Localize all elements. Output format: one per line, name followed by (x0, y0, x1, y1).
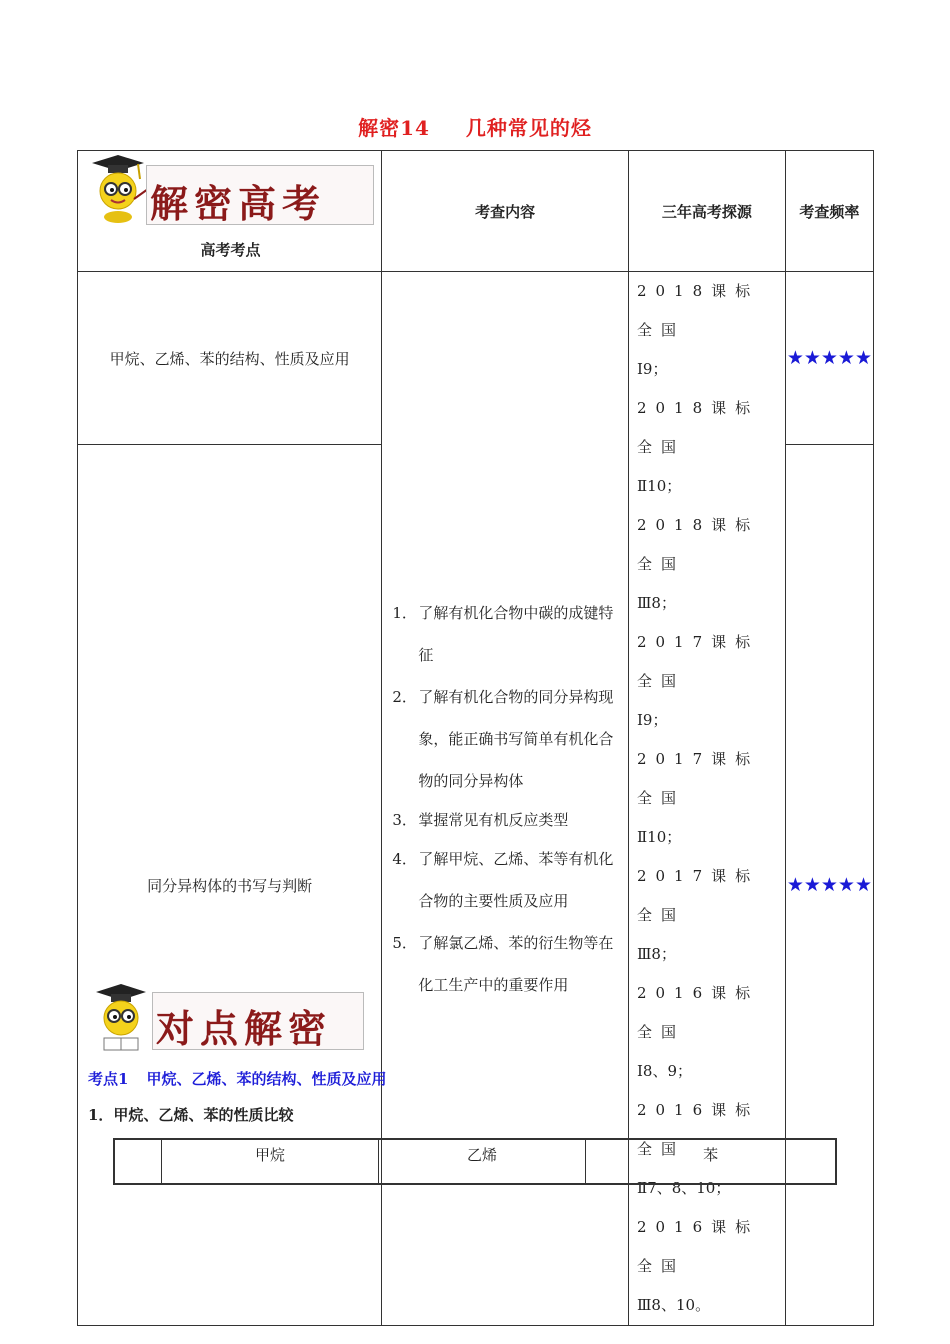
kaodian-label: 考点1 (88, 1070, 129, 1088)
col-header-content: 考查内容 (382, 151, 629, 272)
page-title (0, 112, 950, 141)
source-line: Ⅲ8； (636, 594, 676, 612)
header-cell-points (78, 151, 382, 272)
table-header-row (78, 151, 874, 272)
title-topic: 几种常见的烃 (465, 116, 592, 140)
mascot-graduate-icon (86, 153, 150, 225)
source-line: 2017课标全国 (636, 867, 760, 924)
badge-jiemi-gaokao: 解密高考 (150, 182, 327, 226)
compare-header-blank (114, 1139, 162, 1184)
table-row (78, 272, 874, 445)
comparison-table (113, 1138, 837, 1185)
mascot-reading-icon (90, 982, 152, 1054)
source-line: Ⅰ9； (636, 360, 668, 378)
source-line: 2017课标全国 (636, 750, 760, 807)
kaodian-title: 甲烷、乙烯、苯的结构、性质及应用 (146, 1070, 387, 1088)
compare-header-ethylene: 乙烯 (378, 1139, 585, 1184)
source-line: 2016课标全国 (636, 1218, 760, 1275)
source-line: Ⅰ9； (636, 711, 668, 729)
list-item: 1． 了解有机化合物中碳的成键特征 (392, 603, 614, 664)
source-line: Ⅱ7、8、10； (636, 1179, 731, 1197)
list-item: 3． 掌握常见有机反应类型 (392, 810, 569, 829)
compare-header-benzene: 苯 (586, 1139, 836, 1184)
title-number: 解密14 (358, 116, 430, 140)
source-line: 2017课标全国 (636, 633, 760, 690)
source-line: 2018课标全国 (636, 516, 760, 573)
content-list (392, 592, 622, 1006)
source-line: 2016课标全国 (636, 1101, 760, 1158)
source-line: 2018课标全国 (636, 282, 760, 339)
list-item: 4． 了解甲烷、乙烯、苯等有机化合物的主要性质及应用 (392, 849, 614, 910)
source-line: Ⅲ8； (636, 945, 676, 963)
exam-point-1: 甲烷、乙烯、苯的结构、性质及应用 (78, 272, 382, 445)
section-badge-text: 对点解密 (156, 1007, 333, 1051)
source-line: 2016课标全国 (636, 984, 760, 1041)
source-line: 2018课标全国 (636, 399, 760, 456)
col-header-points: 高考考点 (200, 241, 261, 259)
list-item: 5． 了解氯乙烯、苯的衍生物等在化工生产中的重要作用 (392, 933, 614, 994)
compare-header-methane: 甲烷 (162, 1139, 378, 1184)
frequency-stars-1: ★★★★★ (785, 272, 873, 445)
col-header-frequency: 考查频率 (785, 151, 873, 272)
source-line: Ⅱ10； (636, 477, 682, 495)
section-badge (90, 982, 380, 1054)
source-line: Ⅰ8、9； (636, 1062, 692, 1080)
list-item: 2． 了解有机化合物的同分异构现象，能正确书写简单有机化合物的同分异构体 (392, 687, 614, 790)
kaodian-heading (88, 1068, 386, 1089)
exam-point-2: 同分异构体的书写与判断 (78, 445, 382, 1326)
col-header-sources: 三年高考探源 (628, 151, 785, 272)
frequency-stars-2: ★★★★★ (785, 445, 873, 1326)
source-line: Ⅱ10； (636, 828, 682, 846)
subheading: 1．甲烷、乙烯、苯的性质比较 (88, 1106, 294, 1124)
source-line: Ⅲ8、10。 (636, 1296, 711, 1314)
table-row (114, 1139, 836, 1184)
